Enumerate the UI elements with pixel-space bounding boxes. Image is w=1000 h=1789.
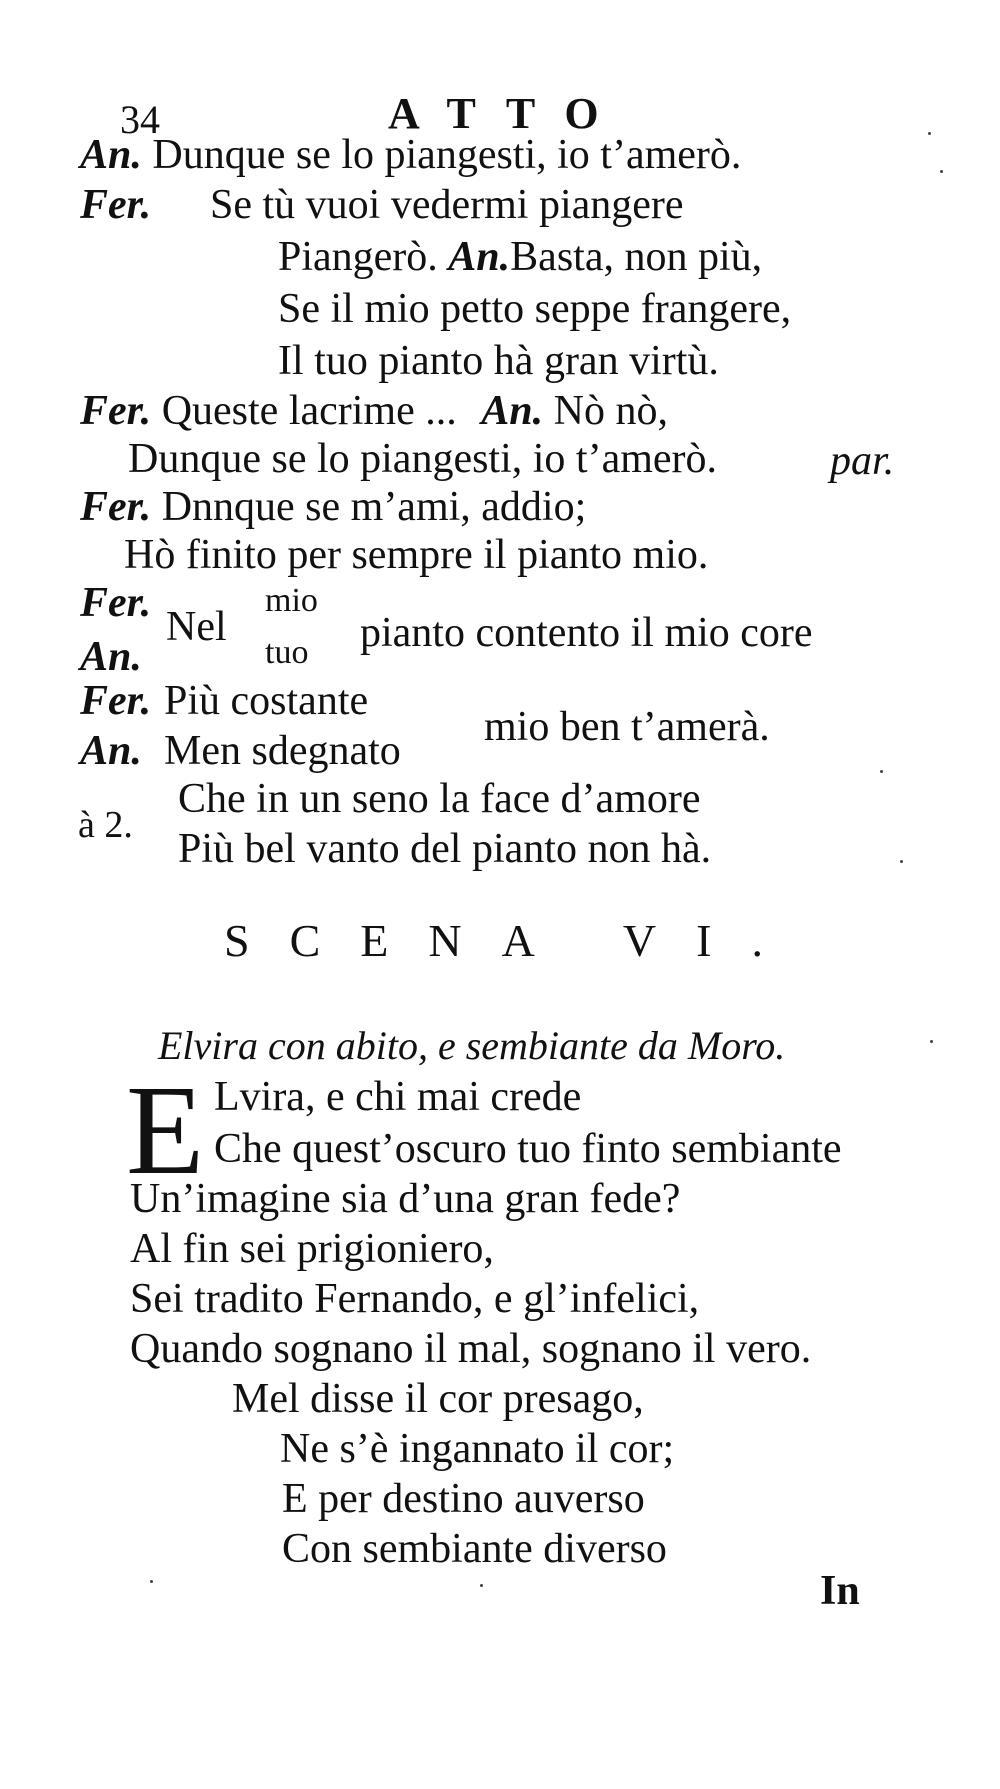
verse-text: Dnnque se m’ami, addio; (161, 484, 587, 530)
speaker-label: An. (80, 728, 142, 774)
drop-cap: E (126, 1059, 205, 1201)
a-due-label: à 2. (78, 804, 133, 846)
verse-line: Ne s’è ingannato il cor; (280, 1426, 675, 1472)
verse-line: Mel disse il cor presago, (232, 1376, 644, 1422)
ink-speck (930, 1040, 933, 1043)
verse-text: Dunque se lo piangesti, io t’amerò. (152, 132, 742, 178)
page-number: 34 (120, 97, 160, 142)
verse-line: Con sembiante diverso (282, 1526, 667, 1572)
speaker-label: Fer. (80, 580, 152, 626)
ink-speck (928, 132, 931, 135)
ink-speck (150, 1580, 153, 1583)
catchword: In (820, 1568, 860, 1614)
stage-direction: Elvira con abito, e sembiante da Moro. (158, 1023, 786, 1068)
verse-text: mio ben t’amerà. (484, 704, 770, 750)
speaker-label: Fer. (80, 182, 152, 228)
verse-text: Più costante (164, 678, 369, 724)
verse-text: Basta, non più, (510, 234, 763, 280)
verse-line (80, 390, 668, 432)
verse-text: Nò nò, (553, 388, 668, 434)
speaker-label: An. (80, 634, 142, 680)
alternative-word: tuo (265, 634, 309, 671)
verse-text: Piangerò. (278, 234, 438, 280)
ink-speck (880, 770, 883, 773)
verse-line: Lvira, e chi mai crede (214, 1074, 582, 1120)
verse-line: Quando sognano il mal, sognano il vero. (130, 1326, 812, 1372)
verse-line: Dunque se lo piangesti, io t’amerò. (128, 436, 718, 482)
verse-line: Un’imagine sia d’una gran fede? (130, 1176, 681, 1222)
ink-speck (480, 1584, 483, 1587)
verse-line (80, 184, 684, 226)
verse-text: Queste lacrime ... (161, 388, 457, 434)
verse-line: E per destino auverso (282, 1476, 645, 1522)
ink-speck (900, 860, 903, 863)
verse-line: Il tuo pianto hà gran virtù. (278, 338, 719, 384)
verse-line: Sei tradito Fernando, e gl’infelici, (130, 1276, 700, 1322)
scene-title: SCENA VI. (224, 915, 803, 966)
verse-line: Che quest’oscuro tuo finto sembiante (214, 1126, 842, 1172)
verse-text: Se tù vuoi vedermi piangere (210, 182, 684, 228)
speaker-label: Fer. (80, 678, 152, 724)
alternative-word: mio (265, 582, 318, 619)
verse-line: Più bel vanto del pianto non hà. (178, 826, 712, 872)
verse-line: Che in un seno la face d’amore (178, 776, 701, 822)
ink-speck (940, 170, 943, 173)
speaker-label: An. (448, 234, 511, 280)
speaker-label: An. (481, 388, 544, 434)
speaker-label: An. (80, 132, 142, 178)
marginal-note: par. (830, 438, 895, 484)
verse-line (80, 134, 741, 176)
speaker-label: Fer. (80, 484, 152, 530)
verse-line: Al fin sei prigioniero, (130, 1226, 494, 1272)
verse-line: Se il mio petto seppe frangere, (278, 286, 792, 332)
speaker-label: Fer. (80, 388, 152, 434)
running-title: ATTO (388, 89, 629, 138)
verse-text: pianto contento il mio core (360, 610, 813, 656)
verse-line (278, 236, 762, 278)
verse-line: Hò finito per sempre il pianto mio. (124, 532, 709, 578)
verse-line (80, 486, 586, 528)
verse-text: Nel (166, 604, 227, 650)
verse-text: Men sdegnato (164, 728, 401, 774)
